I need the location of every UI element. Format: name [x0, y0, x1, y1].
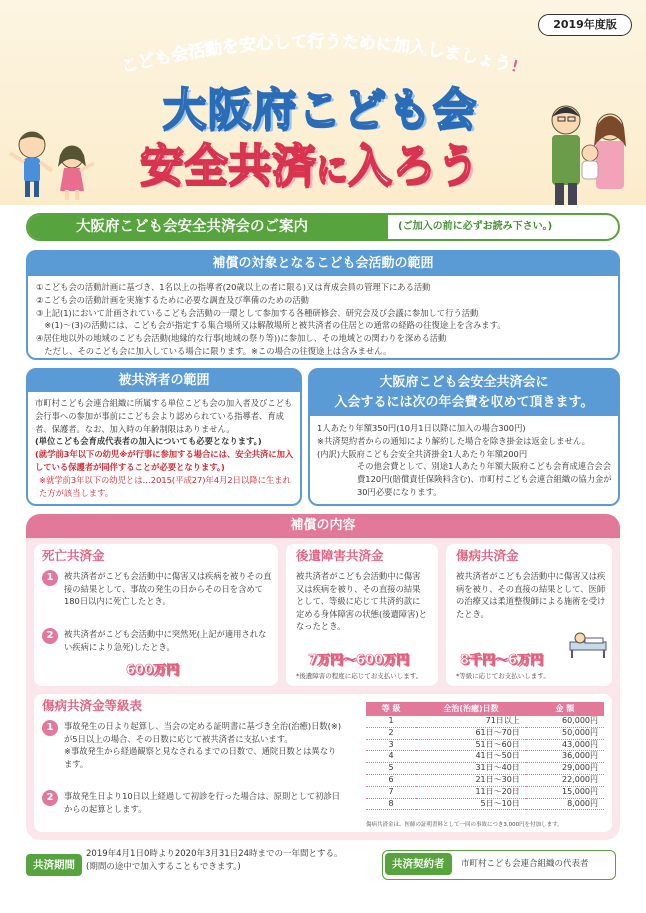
children-illustration — [0, 115, 120, 205]
grade-item2-text: 事故発生日より10日以上経過して初診を行った場合は、原則として初診日からの起算とします。 — [64, 791, 341, 814]
table-cell: 5 — [366, 763, 416, 775]
coverage-item: ④居住地以外の地域のこども会活動(地縁的な行事(地域の祭り等))に参加し、その地域との関わりを深める活動 — [36, 333, 447, 344]
table-cell: 60,000円 — [526, 716, 604, 727]
table-cell: 5日〜10日 — [416, 798, 526, 810]
benefits-title: 補償の内容 — [26, 514, 620, 538]
table-cell: 15,000円 — [526, 786, 604, 798]
grade-item1-text — [64, 720, 342, 770]
death-title: 死亡共済金 — [42, 548, 105, 563]
table-cell: 8,000円 — [526, 798, 604, 810]
table-cell: 7 — [366, 786, 416, 798]
fee-title-line1: 大阪府こども会安全共済会に — [379, 375, 549, 390]
table-row — [366, 751, 604, 763]
grade-item1-note: ※事故発生から経過観察と見なされるまでの日数で、通院日数とは異なります。 — [64, 746, 337, 769]
table-cell: 51日〜60日 — [416, 739, 526, 751]
year-badge: 2019年度版 — [538, 14, 632, 36]
table-row — [366, 774, 604, 786]
death-item2-text: 被共済者がこども会活動中に突然死(上記が適用されない疾病により急死)したとき。 — [64, 629, 267, 652]
grade-title: 傷病共済金等級表 — [42, 698, 143, 713]
death-amount: 600万円 — [126, 663, 180, 678]
tagline-arch — [60, 30, 580, 88]
table-cell: 41日〜50日 — [416, 751, 526, 763]
table-header: 全治(治癒)日数 — [416, 702, 526, 716]
table-cell: 22,000円 — [526, 774, 604, 786]
grade-item1-main: 事故発生の日より起算し、当会の定める証明書に基づき全治(治癒)日数(※)が5日以上の場合、その日数に応じて被共済者に支払います。 — [64, 721, 342, 744]
fee-title-line2: 入会するには次の年会費を収めて頂きます。 — [334, 395, 594, 410]
number-badge: 1 — [42, 570, 58, 586]
table-cell: 71日以上 — [416, 716, 526, 727]
coverage-box — [26, 250, 620, 360]
disability-amount: 7万円〜600万円 — [308, 653, 410, 668]
table-cell: 43,000円 — [526, 739, 604, 751]
coverage-item: ③上記(1)において計画されているこども会活動の一環として参加する各種研修会、研究会及び会議に参加して行う活動 — [36, 307, 479, 318]
contractor-text: 市町村こども会連合組織の代表者 — [461, 859, 589, 869]
title-line2 — [95, 138, 525, 197]
coverage-item: ①こども会の活動計画に基づき、1名以上の指導者(20歳以上の者に限る)又は育成会員の管理下にある活動 — [36, 282, 431, 292]
guide-bar — [26, 213, 620, 241]
coverage-list — [36, 281, 506, 358]
contractor-label: 共済契約者 — [385, 853, 452, 875]
injury-title: 傷病共済金 — [456, 548, 519, 563]
contractor-box — [382, 850, 616, 880]
table-cell: 31日〜40日 — [416, 763, 526, 775]
grade-table-note: 傷病共済金は、医師の証明書料として一回の事故につき3,000円を付加します。 — [366, 822, 563, 828]
title-line1: 大阪府こども会 — [162, 84, 478, 135]
family-illustration — [530, 85, 646, 205]
insured-text3: (就学前3年以下の幼児※が行事に参加する場合には、安全共済に加入している保護者が同伴することが必要となります。) — [35, 449, 294, 472]
guide-title: 大阪府こども会安全共済会のご案内 — [28, 215, 388, 239]
table-cell: 36,000円 — [526, 751, 604, 763]
guide-note: (ご加入の前に必ずお読み下さい。) — [398, 221, 553, 232]
table-row — [366, 727, 604, 739]
table-cell: 11日〜20日 — [416, 786, 526, 798]
fee-text1: 1人あたり年額350円(10月1日以降に加入の場合300円) — [317, 423, 526, 433]
table-cell: 61日〜70日 — [416, 727, 526, 739]
period-text1: 2019年4月1日0時より2020年3月31日24時までの一年間とする。 — [86, 849, 343, 859]
disability-text: 被共済者がこども会活動中に傷害又は疾病を被り、その直接の結果として、等級に応じて共済約款に定める身体障害の状態(後遺障害)となったとき。 — [296, 571, 427, 631]
number-badge: 1 — [42, 720, 58, 736]
title-line2-c: 入ろう — [348, 140, 480, 191]
grade-table — [366, 702, 604, 810]
bed-patient-icon — [568, 624, 608, 660]
table-header-row — [366, 702, 604, 716]
table-cell: 4 — [366, 751, 416, 763]
fee-text4: その他会費として、別途1人あたり年額大阪府こども会育成連合会会費120円(賠償責任保険料含む)、市町村こども会連合組織の協力金が30円必要になります。 — [357, 461, 612, 497]
death-item1-text: 被共済者がこども会活動中に傷害又は疾病を被りその直接の結果として、事故の発生の日からその日を含めて180日以内に死亡したとき。 — [64, 571, 272, 606]
table-cell: 29,000円 — [526, 763, 604, 775]
table-row — [366, 798, 604, 810]
tagline-text: こども会活動を安心して行うために加入しましょう! — [119, 31, 521, 78]
period-label: 共済期間 — [26, 854, 82, 876]
coverage-item: ※(1)〜(3)の活動には、こども会が指定する集合場所又は解散場所と被共済者の住居との通常の経路の往復途上を含みます。 — [36, 320, 506, 331]
number-badge: 2 — [42, 790, 58, 806]
svg-text:こども会活動を安心して行うために加入しましょう! — [119, 31, 521, 78]
coverage-title: 補償の対象となるこども会活動の範囲 — [28, 252, 618, 276]
death-benefit-card — [34, 544, 278, 686]
table-row — [366, 763, 604, 775]
table-cell: 2 — [366, 727, 416, 739]
injury-amount: 8千円〜6万円 — [460, 653, 544, 668]
table-cell: 50,000円 — [526, 727, 604, 739]
fee-text3: (内訳)大阪府こども会安全共済掛金1人あたり年額200円 — [317, 448, 528, 459]
insured-text1: 市町村こども会連合組織に所属する単位こども会の加入者及びこども会行事への参加が事前にこども会より認められている指導者、育成者、保護者。なお、加入時の年齢制限はありません。 — [35, 398, 293, 434]
disability-note: *後遺障害の程度に応じてお支払いします。 — [296, 672, 423, 680]
injury-text: 被共済者がこども会活動中に傷害又は疾病を被り、その直接の結果として、医師の治療又は柔道整復師による施術を受けたとき。 — [456, 571, 606, 619]
table-cell: 8 — [366, 798, 416, 810]
period-text — [86, 848, 343, 874]
table-row — [366, 786, 604, 798]
table-row — [366, 739, 604, 751]
table-cell: 21日〜30日 — [416, 774, 526, 786]
insured-text4: ※就学前3年以下の幼児とは…2015(平成27)年4月2日以降に生まれた方が該当します。 — [39, 474, 291, 498]
disability-title: 後遺障害共済金 — [296, 548, 384, 563]
injury-benefit-card — [446, 544, 612, 686]
table-header: 等 級 — [366, 702, 416, 716]
injury-note: *等級に応じてお支払いします。 — [456, 672, 550, 680]
insured-text2: (単位こども会育成代表者の加入についても必要となります。) — [35, 436, 262, 447]
table-header: 金 額 — [526, 702, 604, 716]
insured-text — [35, 397, 297, 499]
table-row — [366, 716, 604, 727]
disability-benefit-card — [286, 544, 438, 686]
title-line2-b: に — [315, 150, 348, 188]
fee-text2: ※共済契約者からの通知により解約した場合を除き掛金は返金しません。 — [317, 435, 590, 446]
coverage-item: ただし、そのこども会に加入している場合に限ります。※この場合の往復途上は含みません。 — [36, 345, 392, 356]
grade-card — [34, 694, 612, 832]
death-item1 — [42, 570, 272, 608]
footer — [26, 848, 616, 884]
insured-title: 被共済者の範囲 — [28, 370, 300, 392]
grade-item1 — [42, 720, 342, 770]
coverage-item: ②こども会の活動計画を実施するために必要な調査及び準備のための活動 — [36, 294, 309, 305]
table-cell: 6 — [366, 774, 416, 786]
death-item2 — [42, 628, 272, 653]
fee-text — [317, 422, 617, 499]
table-cell: 1 — [366, 716, 416, 727]
number-badge: 2 — [42, 628, 58, 644]
insured-box — [26, 368, 302, 506]
title-line2-a: 安全共済 — [139, 140, 316, 191]
table-cell: 3 — [366, 739, 416, 751]
grade-item2 — [42, 790, 342, 815]
period-text2: (期間の途中で加入することもできます。) — [86, 862, 241, 872]
fee-title — [310, 370, 618, 416]
fee-box — [308, 368, 620, 506]
